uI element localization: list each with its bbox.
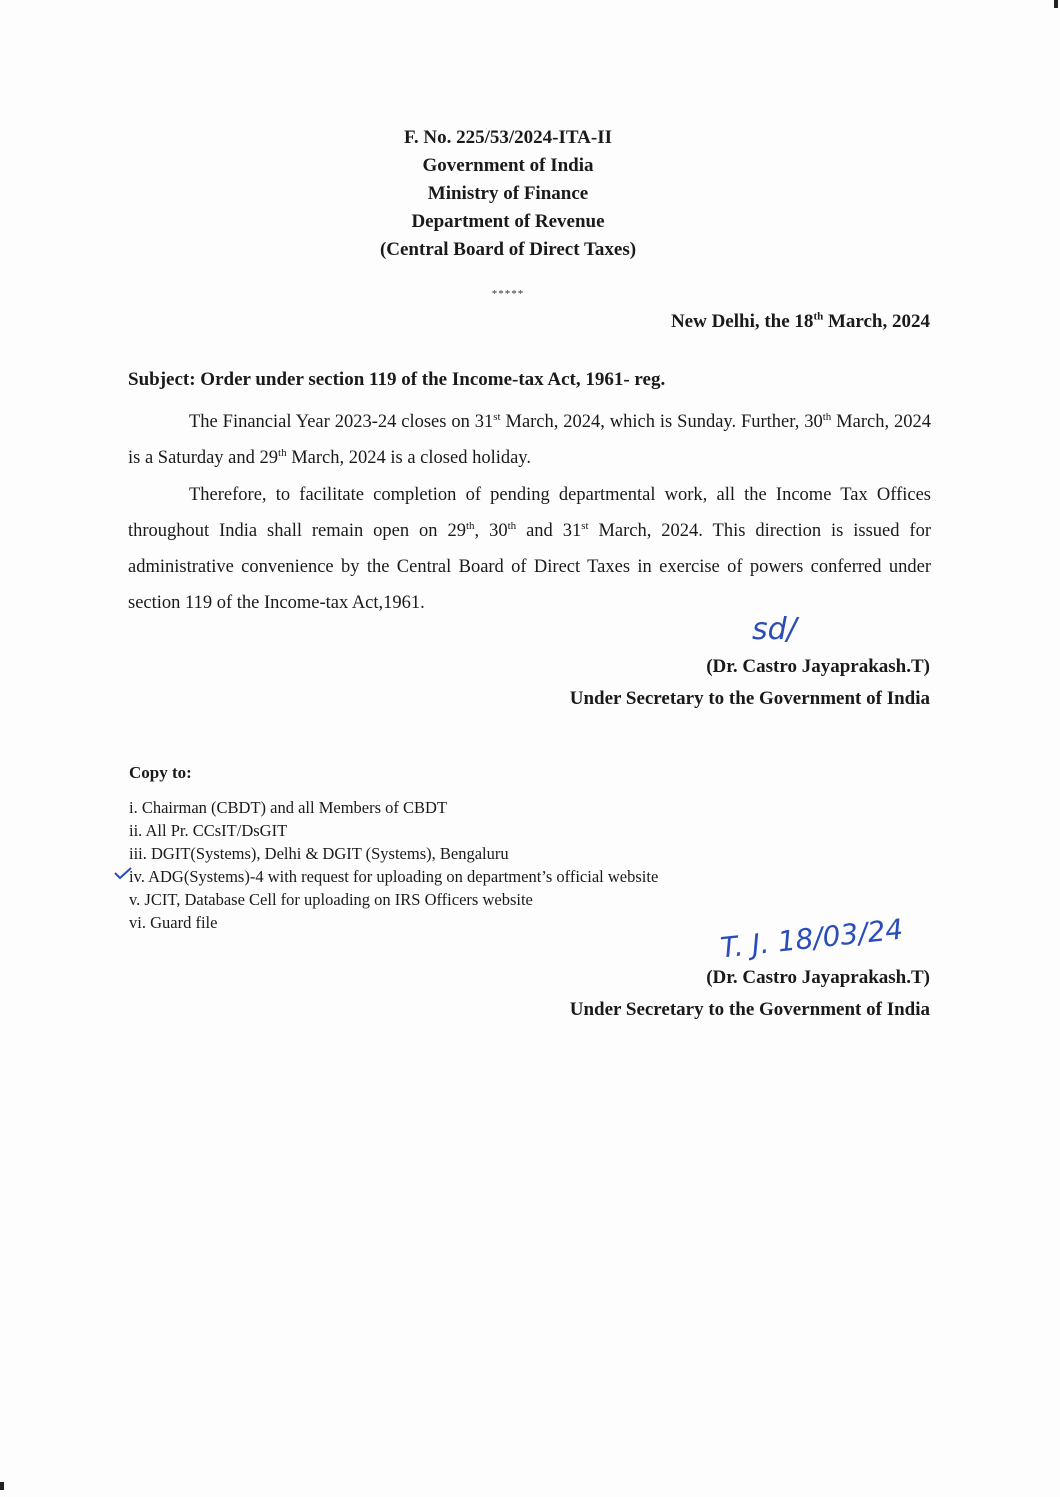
para1-sup-3: th <box>278 446 287 459</box>
signatory-name-2: (Dr. Castro Jayaprakash.T) <box>706 967 930 988</box>
copy-item: iv. ADG(Systems)-4 with request for uploading on department’s official website <box>129 867 659 886</box>
copy-item: i. Chairman (CBDT) and all Members of CBDT <box>129 798 448 817</box>
para2-text-4: March, 2024. This direction is issued for administrative convenience by the Central Board of Direct Taxes in exercise of powers conferred under section 119 of the Income-tax Act,1961. <box>128 521 931 613</box>
date-line <box>671 311 930 333</box>
para1-sup-2: th <box>822 410 832 423</box>
handwritten-initials-signature: T. J. 18/03/24 <box>718 912 905 965</box>
para2-text-1: Therefore, to facilitate completion of pending departmental work, all the Income Tax Offices throughout India shall remain open on 29 <box>128 485 931 541</box>
date-suffix: March, 2024 <box>823 311 930 332</box>
copy-item: vi. Guard file <box>129 913 218 932</box>
paragraph-1 <box>128 404 931 476</box>
para2-sup-1: th <box>465 519 475 532</box>
date-sup: th <box>813 310 824 323</box>
date-prefix: New Delhi, the 18 <box>670 311 814 332</box>
board-line: (Central Board of Direct Taxes) <box>379 239 637 260</box>
para2-sup-3: st <box>581 519 589 532</box>
signatory-name-1: (Dr. Castro Jayaprakash.T) <box>706 656 930 677</box>
scan-mark <box>1054 0 1058 8</box>
para2-text-3: and 31 <box>516 521 582 541</box>
copy-to-title: Copy to: <box>129 763 192 782</box>
tick-mark-icon <box>114 866 132 880</box>
copy-item: ii. All Pr. CCsIT/DsGIT <box>129 821 288 840</box>
para1-text-4: March, 2024 is a closed holiday. <box>286 448 531 468</box>
subject-line: Subject: Order under section 119 of the Income-tax Act, 1961- reg. <box>128 369 666 390</box>
copy-item: iii. DGIT(Systems), Delhi & DGIT (Systems), Bengaluru <box>129 844 509 863</box>
paragraph-2 <box>128 477 931 621</box>
department-line: Department of Revenue <box>411 211 605 232</box>
para1-text-2: March, 2024, which is Sunday. Further, 30 <box>500 412 823 432</box>
para2-sup-2: th <box>507 519 517 532</box>
ministry-line: Ministry of Finance <box>427 183 589 204</box>
separator-stars: ***** <box>491 288 525 300</box>
handwritten-sd-signature: sd/ <box>752 612 797 647</box>
para1-text-1: The Financial Year 2023-24 closes on 31 <box>189 412 494 432</box>
file-number: F. No. 225/53/2024-ITA-II <box>404 127 612 148</box>
signatory-designation-2: Under Secretary to the Government of India <box>569 999 930 1020</box>
para1-sup-1: st <box>493 410 501 423</box>
signatory-designation-1: Under Secretary to the Government of India <box>569 688 930 709</box>
para1-text-3: March, 2024 is a Saturday and 29 <box>128 412 931 468</box>
government-line: Government of India <box>422 155 594 176</box>
scan-mark <box>0 1482 4 1490</box>
copy-item: v. JCIT, Database Cell for uploading on IRS Officers website <box>129 890 533 909</box>
para2-text-2: , 30 <box>474 521 508 541</box>
copy-to-list <box>129 796 658 934</box>
